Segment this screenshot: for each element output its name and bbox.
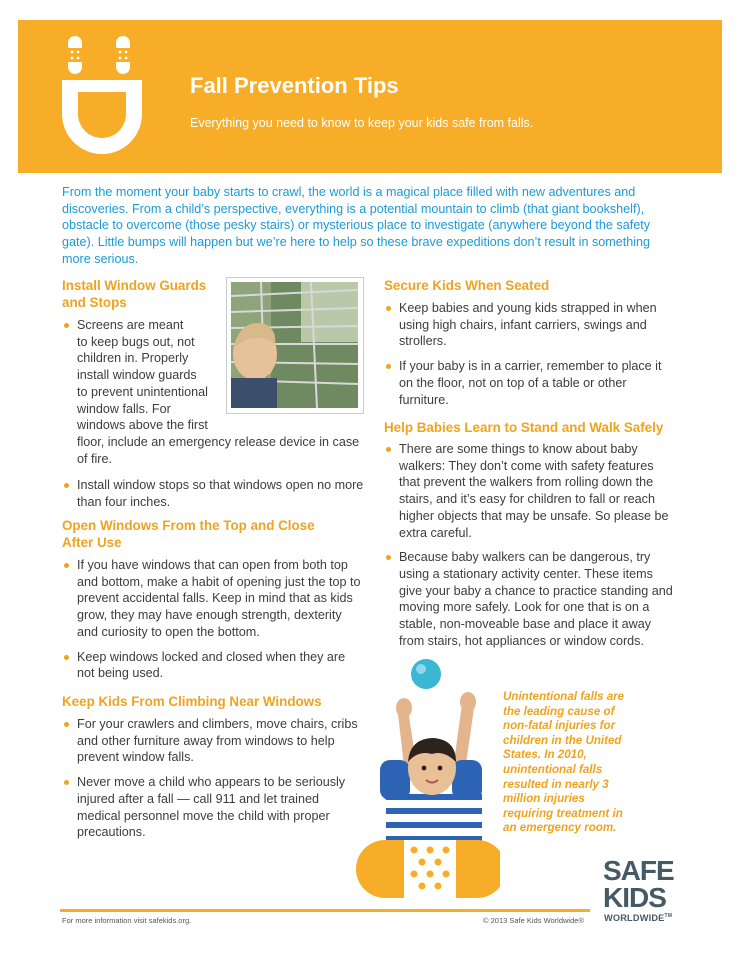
- child-window-photo: [226, 277, 364, 414]
- open-windows-list: [62, 557, 362, 690]
- text-line: windows above the first: [77, 418, 208, 433]
- list-item: For your crawlers and climbers, move chairs, cribs and other furniture away from windows to help prevent window falls.: [62, 716, 362, 766]
- text-line: to keep bugs out, not: [77, 334, 195, 349]
- heading-climbing: Keep Kids From Climbing Near Windows: [62, 694, 322, 709]
- list-item: If you have windows that can open from both top and bottom, make a habit of opening just the top to prevent accidental falls. Keep in mind that as kids grow, they may have enough strength, dexterity and curiosity to open the bottom.: [62, 557, 362, 641]
- list-item: [62, 477, 367, 510]
- logo-line: SAFE: [603, 855, 674, 886]
- heading-line: Install Window Guards: [62, 278, 207, 293]
- footer-copyright: © 2013 Safe Kids Worldwide®: [483, 916, 584, 925]
- text-line: Screens are meant: [77, 318, 184, 332]
- heading-line: After Use: [62, 534, 122, 550]
- header-banner: [18, 20, 722, 173]
- seated-list: [384, 300, 674, 416]
- page-subtitle: Everything you need to know to keep your kids safe from falls.: [190, 116, 534, 130]
- list-item: Keep babies and young kids strapped in when using high chairs, infant carriers, swings and strollers.: [384, 300, 674, 350]
- list-item: Keep windows locked and closed when they are not being used.: [62, 649, 362, 682]
- text-line: install window guards: [77, 368, 197, 383]
- child-ball-illustration: [350, 650, 500, 910]
- text-line: Install window stops so that windows open no more than four inches.: [77, 478, 364, 510]
- window-photo-image: [231, 282, 358, 408]
- heading-seated: Secure Kids When Seated: [384, 278, 550, 293]
- logo-line: [604, 913, 672, 923]
- text-line: window falls. For: [77, 401, 171, 416]
- text-line: of fire.: [77, 451, 112, 466]
- ball-icon: [411, 659, 441, 689]
- list-item: If your baby is in a carrier, remember to place it on the floor, not on top of a table or other furniture.: [384, 358, 674, 408]
- list-item: Because baby walkers can be dangerous, try using a stationary activity center. These items give your baby a chance to practice standing and moving more safely. Look for one that is on a stable, non-moveable base and place it away from stairs, hot appliances or window cords.: [384, 549, 674, 649]
- trademark: TM: [664, 913, 673, 919]
- safe-kids-logo: [603, 857, 688, 927]
- list-item: Never move a child who appears to be seriously injured after a fall — call 911 and let trained medical personnel move the child with proper precautions.: [62, 774, 362, 841]
- text-line: children in. Properly: [77, 351, 189, 366]
- climbing-list: [62, 716, 362, 849]
- heading-window-guards: [62, 278, 206, 311]
- text-line: to prevent unintentional: [77, 384, 208, 399]
- list-item: There are some things to know about baby walkers: They don’t come with safety features that prevent the walkers from rolling down the stairs, and it’s easy for children to fall or reach higher objects that may be unsafe. So please be extra careful.: [384, 441, 674, 541]
- heading-walk: Help Babies Learn to Stand and Walk Safely: [384, 420, 664, 435]
- intro-paragraph: From the moment your baby starts to crawl, the world is a magical place filled with new adventures and discoveries. From a child’s perspective, everything is a potential mountain to climb (that giant bookshelf), obstacle to overcome (those pesky stairs) or mysterious place to investigate (anywhere beyond the safety gate). Little bumps will happen but we’re here to help so these brave expeditions don’t result in something more serious.: [62, 185, 651, 266]
- falls-statistic-callout: Unintentional falls are the leading cause of non-fatal injuries for children in the United States. In 2010, unintentional falls resulted in nearly 3 million injuries requiring treatment in an emergency room.: [503, 690, 625, 835]
- footer-info: For more information visit safekids.org.: [62, 916, 192, 925]
- heading-open-windows: [62, 518, 315, 551]
- logo-line: KIDS: [603, 882, 666, 913]
- page-title: Fall Prevention Tips: [190, 73, 399, 98]
- plug-bandage-icon: [58, 34, 146, 156]
- bandage-icon: [356, 840, 500, 898]
- heading-line: Open Windows From the Top and Close: [62, 518, 315, 533]
- walk-list: [384, 441, 674, 657]
- text-line: floor, include an emergency release device in case: [77, 434, 360, 449]
- footer-divider: [60, 909, 590, 912]
- logo-wordmark: WORLDWIDE: [604, 913, 665, 924]
- heading-line: and Stops: [62, 294, 127, 310]
